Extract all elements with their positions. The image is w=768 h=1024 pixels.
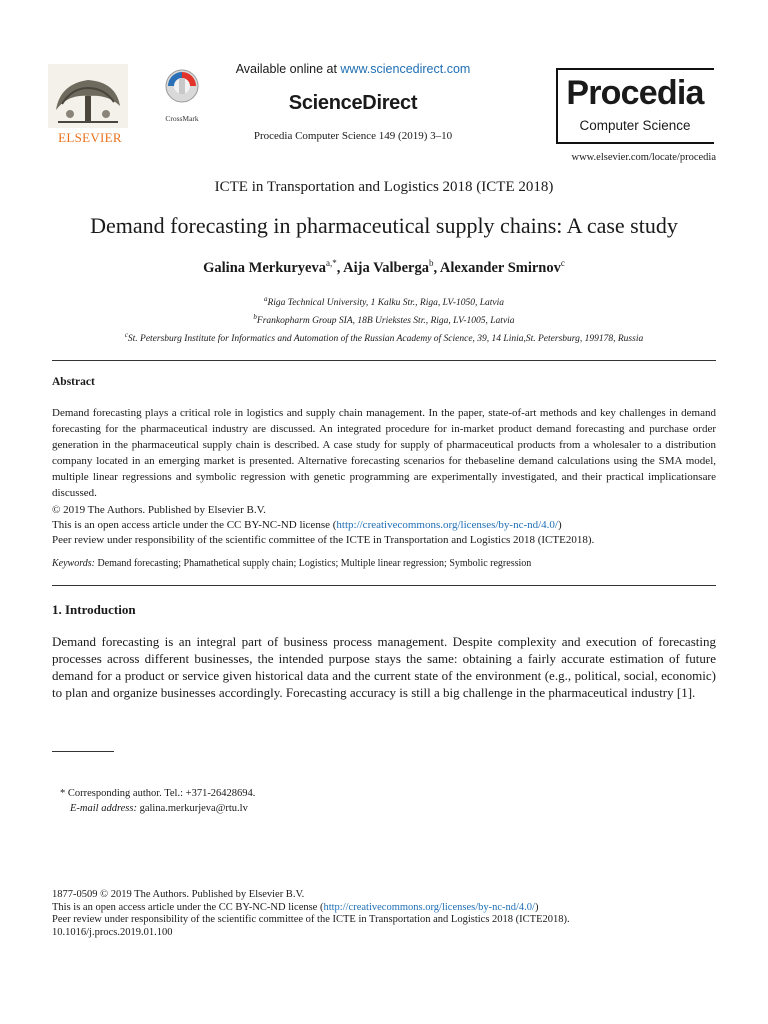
procedia-bottom-rule bbox=[556, 142, 714, 144]
keywords-label: Keywords: bbox=[52, 558, 95, 569]
affil-mark: b bbox=[253, 313, 257, 322]
author-separator: , bbox=[336, 259, 344, 276]
author-separator: , bbox=[433, 259, 440, 276]
bottom-license-prefix: This is an open access article under the CC BY-NC-ND license ( bbox=[52, 901, 324, 913]
license-link[interactable]: http://creativecommons.org/licenses/by-nc-nd/4.0/ bbox=[336, 519, 558, 531]
footnote-rule bbox=[52, 751, 114, 752]
procedia-logo bbox=[556, 68, 716, 144]
issn-line: 1877-0509 © 2019 The Authors. Published by Elsevier B.V. bbox=[52, 889, 305, 900]
author-list bbox=[0, 258, 768, 277]
rights-block bbox=[52, 503, 716, 548]
journal-reference: Procedia Computer Science 149 (2019) 3–10 bbox=[253, 130, 453, 142]
crossmark-label: CrossMark bbox=[165, 114, 199, 123]
affiliation-line bbox=[0, 292, 768, 310]
author-name: Aija Valberga bbox=[343, 259, 429, 276]
crossmark-icon bbox=[164, 68, 200, 108]
affil-text: Riga Technical University, 1 Kalku Str., Riga, LV-1050, Latvia bbox=[267, 298, 505, 309]
affil-text: St. Petersburg Institute for Informatics and Automation of the Russian Academy of Science, 39, 14 Linia,St. Petersburg, 199178, Russia bbox=[127, 334, 644, 345]
license-suffix: ) bbox=[558, 519, 562, 531]
author-affil-mark: b bbox=[428, 258, 434, 268]
procedia-url[interactable]: www.elsevier.com/locate/procedia bbox=[571, 152, 716, 163]
abstract-bottom-rule bbox=[52, 585, 716, 586]
sciencedirect-brand: ScienceDirect bbox=[288, 92, 418, 114]
abstract-body: Demand forecasting plays a critical role in logistics and supply chain management. In the paper, state-of-art methods and key challenges in demand forecasting for the pharmaceutical industry are discussed. An integrated procedure for in-market product demand forecasting and purchase order generation in the pharmaceutical supply chain is described. A case study for supply of pharmaceutical products from a wholesaler to a distribution company located in an emerging market is presented. Alternative forecasting scenarios for thebaseline demand calculations using the SMA model, multiple linear regressions and symbolic regression with genetic programming are experimentally investigated, and their practical implicationsare discussed. bbox=[52, 407, 716, 499]
abstract-top-rule bbox=[52, 360, 716, 361]
affil-mark: c bbox=[124, 331, 128, 340]
conference-name: ICTE in Transportation and Logistics 2018 (ICTE 2018) bbox=[214, 179, 554, 195]
doi-line[interactable]: 10.1016/j.procs.2019.01.100 bbox=[52, 926, 173, 938]
bottom-peer-review-line: Peer review under responsibility of the scientific committee of the ICTE in Transportation and Logistics 2018 (ICTE2018). bbox=[52, 914, 570, 925]
author-name: Alexander Smirnov bbox=[439, 259, 561, 276]
procedia-top-rule bbox=[556, 68, 714, 70]
bottom-license-suffix: ) bbox=[534, 901, 539, 913]
publication-notes bbox=[52, 889, 732, 939]
corresponding-author-footnote bbox=[60, 786, 255, 816]
abstract-heading: Abstract bbox=[52, 376, 95, 388]
email-address[interactable]: galina.merkurjeva@rtu.lv bbox=[136, 803, 248, 814]
paper-title: Demand forecasting in pharmaceutical supply chains: A case study bbox=[90, 213, 678, 238]
sciencedirect-link[interactable]: www.sciencedirect.com bbox=[340, 62, 471, 76]
peer-review-line: Peer review under responsibility of the scientific committee of the ICTE in Transportation and Logistics 2018 (ICTE2018). bbox=[52, 534, 595, 546]
bottom-license-link[interactable]: http://creativecommons.org/licenses/by-nc-nd/4.0/ bbox=[323, 901, 535, 913]
procedia-name: Procedia bbox=[566, 74, 704, 112]
affiliations bbox=[0, 292, 768, 346]
affil-text: Frankopharm Group SIA, 18B Uriekstes Str., Riga, LV-1005, Latvia bbox=[256, 316, 515, 327]
email-line bbox=[60, 801, 255, 816]
keywords-text: Demand forecasting; Phamathetical supply chain; Logistics; Multiple linear regression; Symbolic regression bbox=[94, 558, 532, 569]
license-line bbox=[52, 518, 716, 533]
elsevier-wordmark: ELSEVIER bbox=[58, 130, 122, 145]
author-affil-mark: c bbox=[560, 258, 565, 268]
affiliation-line bbox=[0, 310, 768, 328]
affiliation-line bbox=[0, 328, 768, 346]
license-prefix: This is an open access article under the CC BY-NC-ND license ( bbox=[52, 519, 337, 531]
introduction-paragraph: Demand forecasting is an integral part of business process management. Despite complexity and execution of forecasting processes across different businesses, the intended purpose stays the same: obtaining a fairly accurate estimation of future demand for a product or service given historical data and the current state of the environment (e.g., political, social, economic) to plan and organize businesses accordingly. Forecasting accuracy is still a big challenge in the pharmaceutical industry [1]. bbox=[52, 634, 716, 700]
author-affil-mark: a,* bbox=[325, 258, 337, 268]
author-name: Galina Merkuryeva bbox=[203, 259, 326, 276]
procedia-subtitle: Computer Science bbox=[579, 118, 691, 133]
available-online bbox=[222, 62, 484, 76]
corresponding-line: * Corresponding author. Tel.: +371-26428694. bbox=[60, 788, 256, 799]
affil-mark: a bbox=[263, 295, 268, 303]
copyright-line: © 2019 The Authors. Published by Elsevier B.V. bbox=[52, 504, 266, 516]
keywords-line bbox=[52, 558, 716, 569]
bottom-license-line bbox=[52, 902, 732, 915]
crossmark-badge[interactable] bbox=[160, 68, 204, 123]
available-prefix: Available online at bbox=[235, 62, 341, 76]
section-heading-introduction: 1. Introduction bbox=[52, 602, 136, 617]
email-label: E-mail address: bbox=[70, 803, 137, 814]
